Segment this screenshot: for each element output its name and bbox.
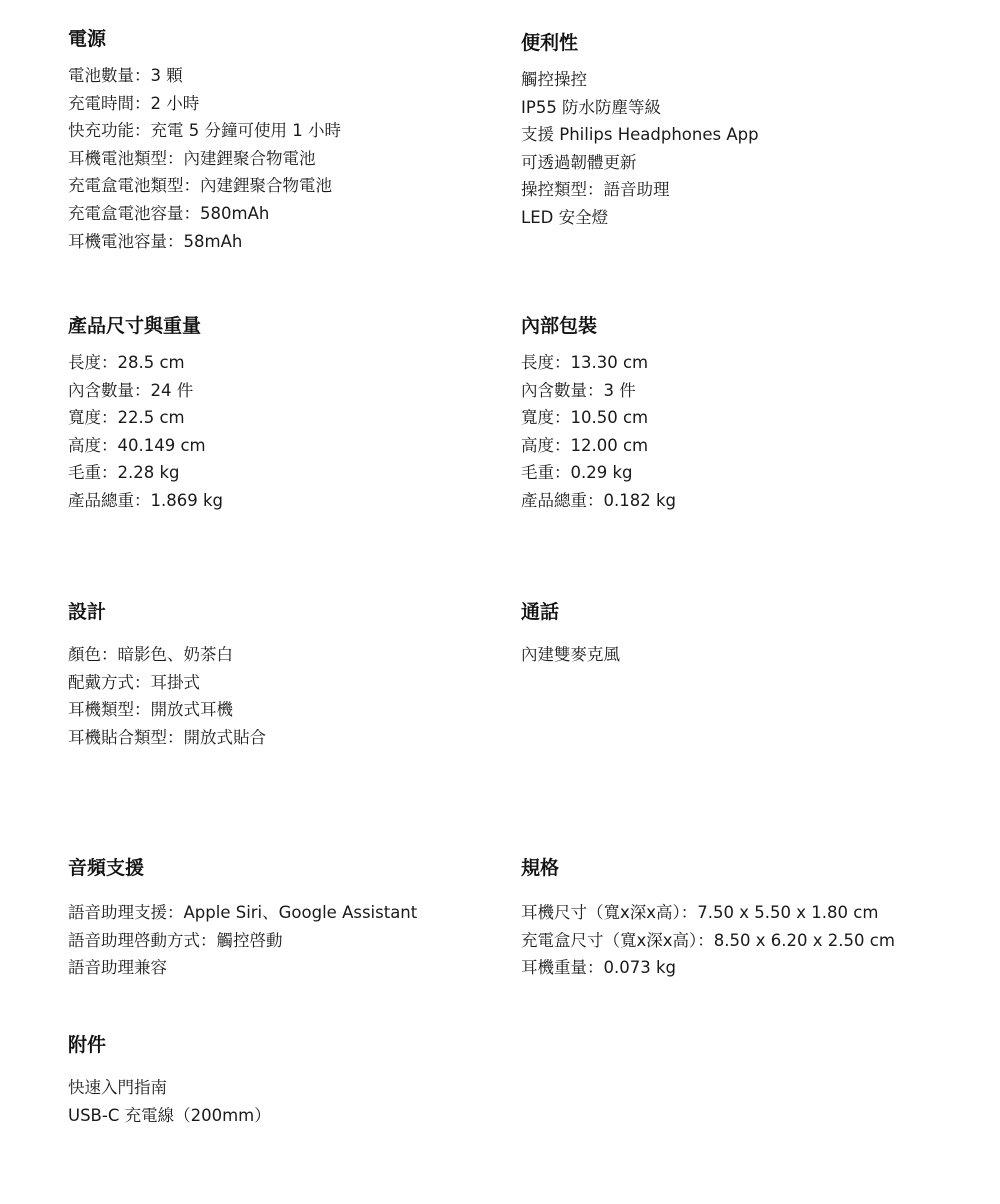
spec-item: 耳機類型：開放式耳機 [68,700,233,720]
spec-item: 內含數量：3 件 [521,380,636,400]
spec-item: 寬度：10.50 cm [521,408,649,428]
spec-item: 長度：28.5 cm [68,353,185,372]
section-audio-support [68,855,538,982]
spec-item: 快充功能：充電 5 分鐘可使用 1 小時 [68,121,341,141]
section-accessories [68,1032,508,1129]
spec-item: LED 安全燈 [521,207,609,227]
spec-item: 毛重：0.29 kg [521,463,633,483]
section-title-audio-support: 音頻支援 [68,857,145,879]
spec-item: 耳機重量：0.073 kg [521,958,677,978]
spec-item: IP55 防水防塵等級 [521,97,662,117]
spec-item: 長度：13.30 cm [521,353,649,372]
spec-item: 耳機貼合類型：開放式貼合 [68,727,266,747]
spec-item: 高度：12.00 cm [521,435,649,455]
spec-item: 高度：40.149 cm [68,435,206,455]
section-calls [521,599,961,669]
spec-item: 語音助理啓動方式：觸控啓動 [68,930,283,950]
spec-list-design [68,641,508,751]
spec-list-specs [521,899,991,982]
spec-item: 支援 Philips Headphones App [521,125,759,145]
spec-item: 充電盒電池容量：580mAh [68,203,270,223]
section-title-calls: 通話 [521,601,560,623]
spec-item: 快速入門指南 [68,1078,167,1097]
spec-list-dimensions [68,349,508,515]
spec-item: 顏色：暗影色、奶茶白 [68,645,233,664]
spec-item: 內含數量：24 件 [68,380,194,400]
spec-item: 耳機電池容量：58mAh [68,231,243,251]
spec-item: USB-C 充電線（200mm） [68,1105,271,1125]
section-specs [521,855,991,982]
spec-item: 寬度：22.5 cm [68,408,185,428]
spec-item: 配戴方式：耳掛式 [68,672,200,692]
section-title-inner-pack: 內部包裝 [521,315,598,337]
section-design [68,599,508,751]
spec-item: 內建雙麥克風 [521,645,620,664]
spec-item: 耳機電池類型：內建鋰聚合物電池 [68,148,316,168]
spec-list-accessories [68,1074,508,1129]
spec-item: 耳機尺寸（寬x深x高）：7.50 x 5.50 x 1.80 cm [521,903,879,922]
spec-item: 觸控操控 [521,70,587,89]
spec-item: 語音助理兼容 [68,958,167,978]
section-title-convenience: 便利性 [521,32,579,54]
spec-list-audio-support [68,899,538,982]
spec-item: 語音助理支援：Apple Siri、Google Assistant [68,903,418,922]
spec-item: 產品總重：0.182 kg [521,490,677,510]
section-title-dimensions: 產品尺寸與重量 [68,315,202,337]
section-convenience [521,30,991,232]
section-title-accessories: 附件 [68,1034,107,1056]
section-power [68,26,508,255]
section-title-power: 電源 [68,28,107,50]
spec-list-calls [521,641,961,669]
section-dimensions [68,313,508,515]
spec-item: 毛重：2.28 kg [68,463,180,483]
spec-list-power [68,62,508,255]
spec-item: 充電時間：2 小時 [68,93,200,113]
spec-item: 產品總重：1.869 kg [68,490,224,510]
spec-item: 電池數量：3 顆 [68,66,183,85]
spec-item: 操控類型：語音助理 [521,180,670,200]
spec-item: 充電盒電池類型：內建鋰聚合物電池 [68,176,332,196]
section-inner-pack [521,313,961,515]
spec-list-inner-pack [521,349,961,515]
spec-item: 充電盒尺寸（寬x深x高）：8.50 x 6.20 x 2.50 cm [521,930,895,950]
spec-list-convenience [521,66,991,232]
spec-item: 可透過韌體更新 [521,152,637,172]
section-title-design: 設計 [68,601,107,623]
section-title-specs: 規格 [521,857,560,879]
